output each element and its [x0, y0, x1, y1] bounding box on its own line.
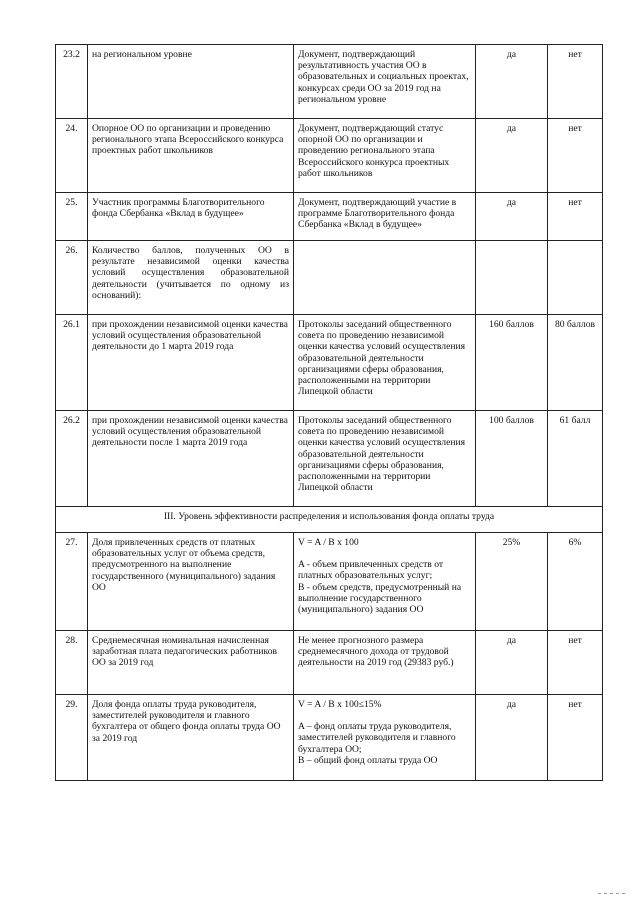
value-max: 100 баллов	[476, 411, 548, 507]
section-row	[56, 507, 603, 533]
confirming-document: Документ, подтверждающий участие в программе Благотворительного фонда Сбербанка «Вклад в будущее»	[294, 193, 476, 241]
row-number: 26.	[56, 241, 88, 315]
criterion-name: при прохождении независимой оценки качества условий осуществления образовательной деятельности до 1 марта 2019 года	[88, 315, 294, 411]
section-heading: III. Уровень эффективности распределения и использования фонда оплаты труда	[56, 507, 603, 533]
row-number: 25.	[56, 193, 88, 241]
row-number: 29.	[56, 695, 88, 781]
value-min: нет	[548, 193, 603, 241]
value-max: да	[476, 631, 548, 695]
table-row	[56, 119, 603, 193]
value-min: нет	[548, 119, 603, 193]
confirming-document	[294, 533, 476, 631]
formula: V = A / B x 100	[298, 537, 359, 548]
criterion-name: Доля фонда оплаты труда руководителя, заместителей руководителя и главного бухгалтера от общего фонда оплаты труда ОО за 2019 год	[88, 695, 294, 781]
criterion-name: Доля привлеченных средств от платных образовательных услуг от объема средств, предусмотренного на выполнение государственного (муниципального) задания ОО	[88, 533, 294, 631]
row-number: 24.	[56, 119, 88, 193]
row-number: 28.	[56, 631, 88, 695]
table-row	[56, 411, 603, 507]
formula: V = A / B x 100≤15%	[298, 699, 382, 710]
table-row	[56, 533, 603, 631]
value-max: да	[476, 695, 548, 781]
value-min: нет	[548, 631, 603, 695]
table-row	[56, 315, 603, 411]
criterion-name: на региональном уровне	[88, 45, 294, 119]
confirming-document: Не менее прогнозного размера среднемесячного дохода от трудовой деятельности на 2019 год (29383 руб.)	[294, 631, 476, 695]
value-max	[476, 241, 548, 315]
confirming-document: Протоколы заседаний общественного совета по проведению независимой оценки качества условий осуществления образовательной деятельности организациями сферы образования, расположенными на территории Липецкой области	[294, 411, 476, 507]
value-max: да	[476, 45, 548, 119]
row-number: 27.	[56, 533, 88, 631]
confirming-document: Документ, подтверждающий результативность участия ОО в образовательных и социальных проектах, конкурсах среди ОО за 2019 год на региональном уровне	[294, 45, 476, 119]
value-min: 80 баллов	[548, 315, 603, 411]
value-min: нет	[548, 45, 603, 119]
criterion-name: Количество баллов, полученных ОО в результате независимой оценки качества условий осуществления образовательной деятельности (учитывается по одному из оснований):	[88, 241, 294, 315]
formula-term-a: A – фонд оплаты труда руководителя, заместителей руководителя и главного бухгалтера ОО;	[298, 721, 456, 755]
table-row	[56, 631, 603, 695]
value-min	[548, 241, 603, 315]
value-max: да	[476, 119, 548, 193]
table-row	[56, 45, 603, 119]
value-min: нет	[548, 695, 603, 781]
confirming-document: Протоколы заседаний общественного совета по проведению независимой оценки качества условий осуществления образовательной деятельности организациями сферы образования, расположенными на территории Липецкой области	[294, 315, 476, 411]
table-row	[56, 695, 603, 781]
value-min: 6%	[548, 533, 603, 631]
formula-term-b: B – общий фонд оплаты труда ОО	[298, 754, 438, 766]
table-row	[56, 241, 603, 315]
value-max: да	[476, 193, 548, 241]
confirming-document	[294, 241, 476, 315]
criterion-name: Участник программы Благотворительного фонда Сбербанка «Вклад в будущее»	[88, 193, 294, 241]
value-max: 160 баллов	[476, 315, 548, 411]
formula-term-a: A - объем привлеченных средств от платных образовательных услуг;	[298, 559, 444, 582]
formula-term-b: B - объем средств, предусмотренный на выполнение государственного (муниципального) задания ОО	[298, 581, 462, 616]
row-number: 23.2	[56, 45, 88, 119]
value-min: 61 балл	[548, 411, 603, 507]
criterion-name: Опорное ОО по организации и проведению регионального этапа Всероссийского конкурса проектных работ школьников	[88, 119, 294, 193]
scan-artifact	[598, 893, 628, 897]
row-number: 26.1	[56, 315, 88, 411]
criterion-name: Среднемесячная номинальная начисленная заработная плата педагогических работников ОО за 2019 год	[88, 631, 294, 695]
row-number: 26.2	[56, 411, 88, 507]
confirming-document	[294, 695, 476, 781]
confirming-document: Документ, подтверждающий статус опорной ОО по организации и проведению регионального этапа Всероссийского конкурса проектных работ школьников	[294, 119, 476, 193]
criterion-name: при прохождении независимой оценки качества условий осуществления образовательной деятельности после 1 марта 2019 года	[88, 411, 294, 507]
table-row	[56, 193, 603, 241]
criteria-table	[55, 44, 603, 781]
value-max: 25%	[476, 533, 548, 631]
